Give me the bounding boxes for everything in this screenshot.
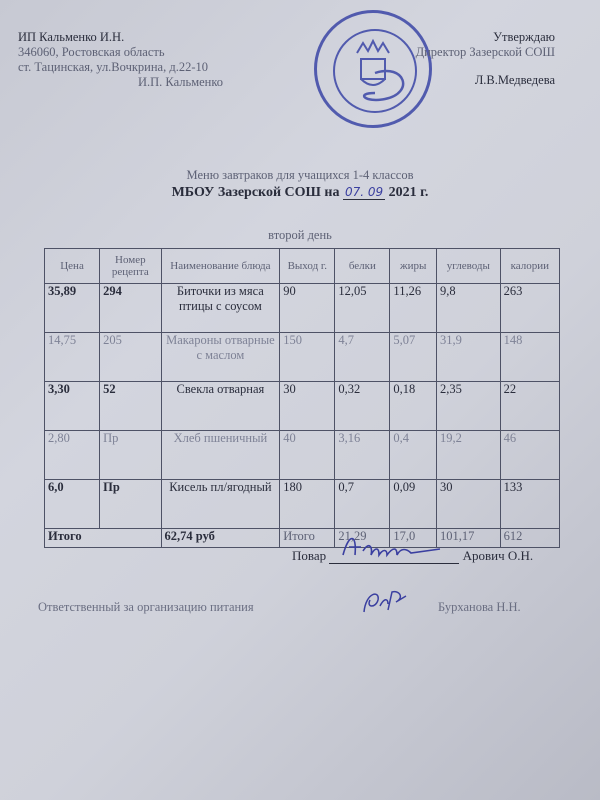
title-line1: Меню завтраков для учащихся 1-4 классов — [186, 168, 414, 182]
cell-kcal: 148 — [500, 333, 559, 382]
col-header-fat: жиры — [390, 249, 437, 284]
cell-fat: 0,18 — [390, 382, 437, 431]
total-carbs: 101,17 — [437, 529, 501, 548]
cell-protein: 4,7 — [335, 333, 390, 382]
cook-name: Арович О.Н. — [462, 548, 534, 563]
total-label: Итого — [45, 529, 162, 548]
cell-fat: 5,07 — [390, 333, 437, 382]
cell-price: 2,80 — [45, 431, 100, 480]
col-header-carbs: углеводы — [437, 249, 501, 284]
responsible-name: Бурханова Н.Н. — [438, 600, 521, 614]
cell-protein: 3,16 — [335, 431, 390, 480]
cell-carbs: 31,9 — [437, 333, 501, 382]
table-row — [45, 431, 560, 480]
cook-signature-line — [292, 548, 533, 564]
approval-signatory: Л.В.Медведева — [474, 73, 555, 87]
col-header-recipe: Номер рецепта — [100, 249, 161, 284]
cell-output: 150 — [280, 333, 335, 382]
title-school: МБОУ Зазерской СОШ на — [171, 185, 340, 200]
total-label-2: Итого — [280, 529, 335, 548]
cell-recipe: 294 — [100, 284, 161, 333]
cook-signature — [335, 531, 445, 561]
table-row — [45, 382, 560, 431]
cook-signature-field — [329, 549, 459, 564]
cell-carbs: 30 — [437, 480, 501, 529]
cell-dish-name: Хлеб пшеничный — [161, 431, 280, 480]
cell-protein: 0,7 — [335, 480, 390, 529]
table-row — [45, 284, 560, 333]
contractor-signatory: И.П. Кальменко — [138, 75, 224, 89]
cell-output: 90 — [280, 284, 335, 333]
title-line2 — [0, 185, 600, 201]
contractor-name: ИП Кальменко И.Н. — [18, 30, 125, 44]
approval-label: Утверждаю — [493, 30, 555, 44]
cell-dish-name: Биточки из мяса птицы с соусом — [161, 284, 280, 333]
cell-carbs: 9,8 — [437, 284, 501, 333]
cell-price: 14,75 — [45, 333, 100, 382]
cell-recipe: Пр — [100, 480, 161, 529]
contractor-header — [18, 30, 223, 90]
cell-fat: 11,26 — [390, 284, 437, 333]
table-row — [45, 480, 560, 529]
cell-kcal: 46 — [500, 431, 559, 480]
col-header-kcal: калории — [500, 249, 559, 284]
col-header-name: Наименование блюда — [161, 249, 280, 284]
cell-kcal: 22 — [500, 382, 559, 431]
total-fat: 17,0 — [390, 529, 437, 548]
responsible-signature — [358, 586, 413, 620]
cell-recipe: 52 — [100, 382, 161, 431]
total-protein: 21,29 — [335, 529, 390, 548]
cell-dish-name: Свекла отварная — [161, 382, 280, 431]
col-header-output: Выход г. — [280, 249, 335, 284]
table-row — [45, 333, 560, 382]
contractor-address-line1: 346060, Ростовская область — [18, 45, 165, 59]
cell-dish-name: Кисель пл/ягодный — [161, 480, 280, 529]
cell-fat: 0,4 — [390, 431, 437, 480]
cell-protein: 12,05 — [335, 284, 390, 333]
approval-position: Директор Зазерской СОШ — [415, 45, 555, 59]
responsible-label: Ответственный за организацию питания — [38, 600, 254, 614]
total-row — [45, 529, 560, 548]
contractor-address-line2: ст. Тацинская, ул.Вочкрина, д.22-10 — [18, 60, 209, 74]
cell-recipe: 205 — [100, 333, 161, 382]
title-date: 07. 09 — [344, 185, 384, 199]
cell-carbs: 19,2 — [437, 431, 501, 480]
cell-output: 40 — [280, 431, 335, 480]
cell-fat: 0,09 — [390, 480, 437, 529]
cell-kcal: 263 — [500, 284, 559, 333]
cell-kcal: 133 — [500, 480, 559, 529]
total-sum: 62,74 руб — [161, 529, 280, 548]
col-header-price: Цена — [45, 249, 100, 284]
cell-price: 6,0 — [45, 480, 100, 529]
day-label: второй день — [268, 228, 332, 242]
cell-output: 30 — [280, 382, 335, 431]
title-year: 2021 г. — [388, 185, 429, 200]
cook-label: Повар — [292, 548, 327, 563]
table-header-row — [45, 249, 560, 284]
cell-output: 180 — [280, 480, 335, 529]
cell-carbs: 2,35 — [437, 382, 501, 431]
total-kcal: 612 — [500, 529, 559, 548]
approval-header — [395, 30, 555, 88]
cell-price: 3,30 — [45, 382, 100, 431]
cell-dish-name: Макароны отварные с маслом — [161, 333, 280, 382]
cell-recipe: Пр — [100, 431, 161, 480]
cell-protein: 0,32 — [335, 382, 390, 431]
menu-table — [44, 248, 560, 548]
cell-price: 35,89 — [45, 284, 100, 333]
col-header-protein: белки — [335, 249, 390, 284]
document-title — [0, 168, 600, 201]
